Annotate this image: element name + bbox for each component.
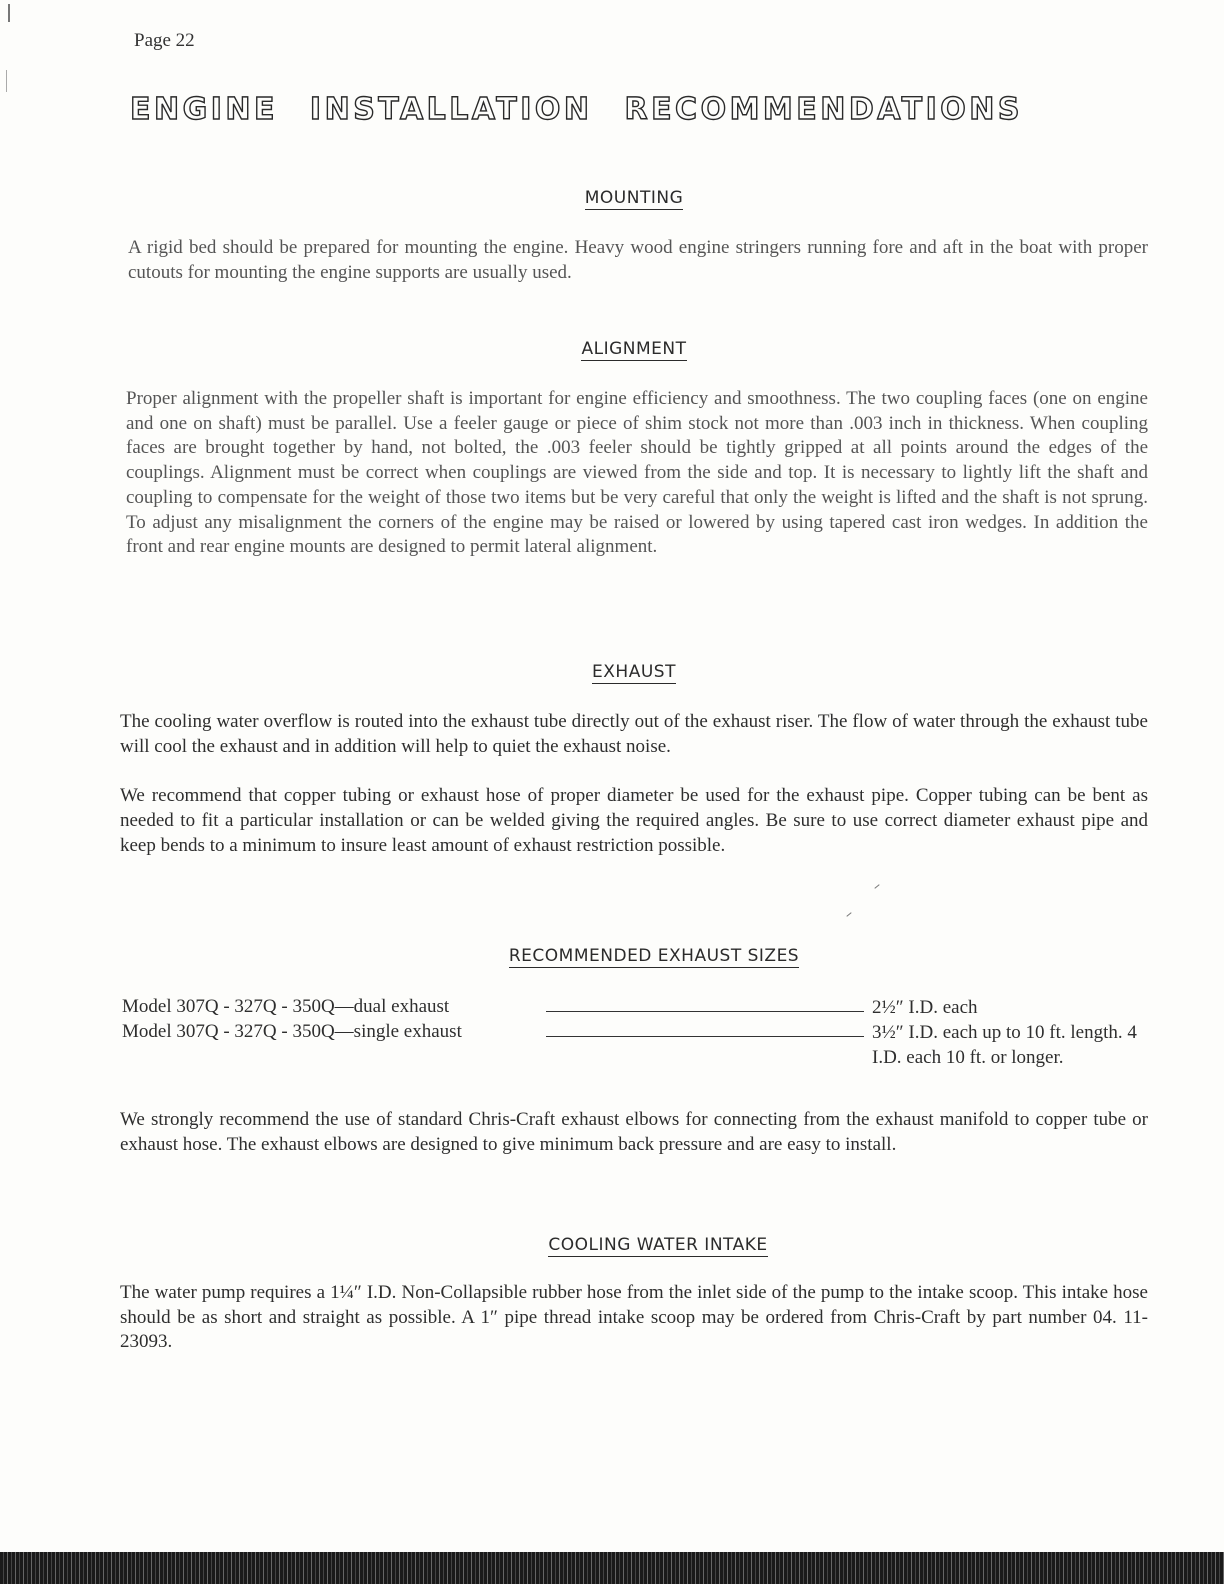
scan-edge-bar bbox=[0, 1552, 1224, 1584]
mounting-heading: MOUNTING bbox=[584, 188, 684, 208]
page-title: ENGINE INSTALLATION RECOMMENDATIONS bbox=[130, 92, 1024, 127]
exhaust-size-row-dual-size: 2½″ I.D. each bbox=[872, 997, 978, 1018]
exhaust-size-row-single-size: 3½″ I.D. each up to 10 ft. length. 4 I.D. each 10 ft. or longer. bbox=[872, 1022, 1137, 1068]
exhaust-heading: EXHAUST bbox=[592, 662, 676, 682]
scan-mark bbox=[6, 70, 7, 92]
leader-line bbox=[546, 1011, 864, 1012]
alignment-section bbox=[120, 339, 1148, 560]
exhaust-section bbox=[120, 662, 1148, 859]
cooling-heading: COOLING WATER INTAKE bbox=[548, 1235, 768, 1255]
exhaust-size-row-single-model: Model 307Q - 327Q - 350Q—single exhaust bbox=[122, 1021, 462, 1042]
exhaust-size-row-dual-model: Model 307Q - 327Q - 350Q—dual exhaust bbox=[122, 996, 450, 1017]
exhaust-paragraph-1: The cooling water overflow is routed into the exhaust tube directly out of the exhaust riser. The flow of water through the exhaust tube will cool the exhaust and in addition will help to quiet the exhaust noise. bbox=[120, 711, 1148, 757]
exhaust-elbow-note-wrap bbox=[120, 1108, 1148, 1157]
leader-line bbox=[546, 1036, 864, 1037]
exhaust-elbow-note: We strongly recommend the use of standard Chris-Craft exhaust elbows for connecting from the exhaust manifold to copper tube or exhaust hose. The exhaust elbows are designed to give minimum back pressure and are easy to install. bbox=[120, 1109, 1148, 1155]
mounting-text: A rigid bed should be prepared for mounting the engine. Heavy wood engine stringers running fore and aft in the boat with proper cutouts for mounting the engine supports are usually used. bbox=[128, 237, 1148, 283]
alignment-heading: ALIGNMENT bbox=[581, 339, 687, 359]
exhaust-sizes-heading: RECOMMENDED EXHAUST SIZES bbox=[508, 946, 800, 966]
scan-mark bbox=[874, 884, 879, 889]
mounting-section bbox=[120, 188, 1148, 285]
exhaust-sizes-heading-wrap bbox=[120, 946, 1148, 966]
exhaust-paragraph-2: We recommend that copper tubing or exhaust hose of proper diameter be used for the exhaust pipe. Copper tubing can be bent as needed to fit a particular installation or can be welded giving the required angles. Be sure to use correct diameter exhaust pipe and keep bends to a minimum to insure least amount of exhaust restriction possible. bbox=[120, 785, 1148, 856]
scan-mark bbox=[846, 912, 851, 917]
page-number: Page 22 bbox=[134, 30, 195, 51]
cooling-text: The water pump requires a 1¼″ I.D. Non-Collapsible rubber hose from the inlet side of the pump to the intake scoop. This intake hose should be as short and straight as possible. A 1″ pipe thread intake scoop may be ordered from Chris-Craft by part number 04. 11-23093. bbox=[120, 1282, 1148, 1353]
alignment-text: Proper alignment with the propeller shaft is important for engine efficiency and smoothness. The two coupling faces (one on engine and one on shaft) must be parallel. Use a feeler gauge or piece of shim stock not more than .003 inch in thickness. When coupling faces are brought together by hand, not bolted, the .003 feeler should be tightly gripped at all points around the edges of the couplings. Alignment must be correct when couplings are viewed from the side and top. It is necessary to lightly lift the shaft and coupling to compensate for the weight of those two items but be very careful that only the weight is lifted and the shaft is not sprung. To adjust any misalignment the corners of the engine may be raised or lowered by using tapered cast iron wedges. In addition the front and rear engine mounts are designed to permit lateral alignment. bbox=[126, 388, 1148, 558]
cooling-section bbox=[120, 1235, 1148, 1355]
scan-mark bbox=[8, 4, 10, 22]
